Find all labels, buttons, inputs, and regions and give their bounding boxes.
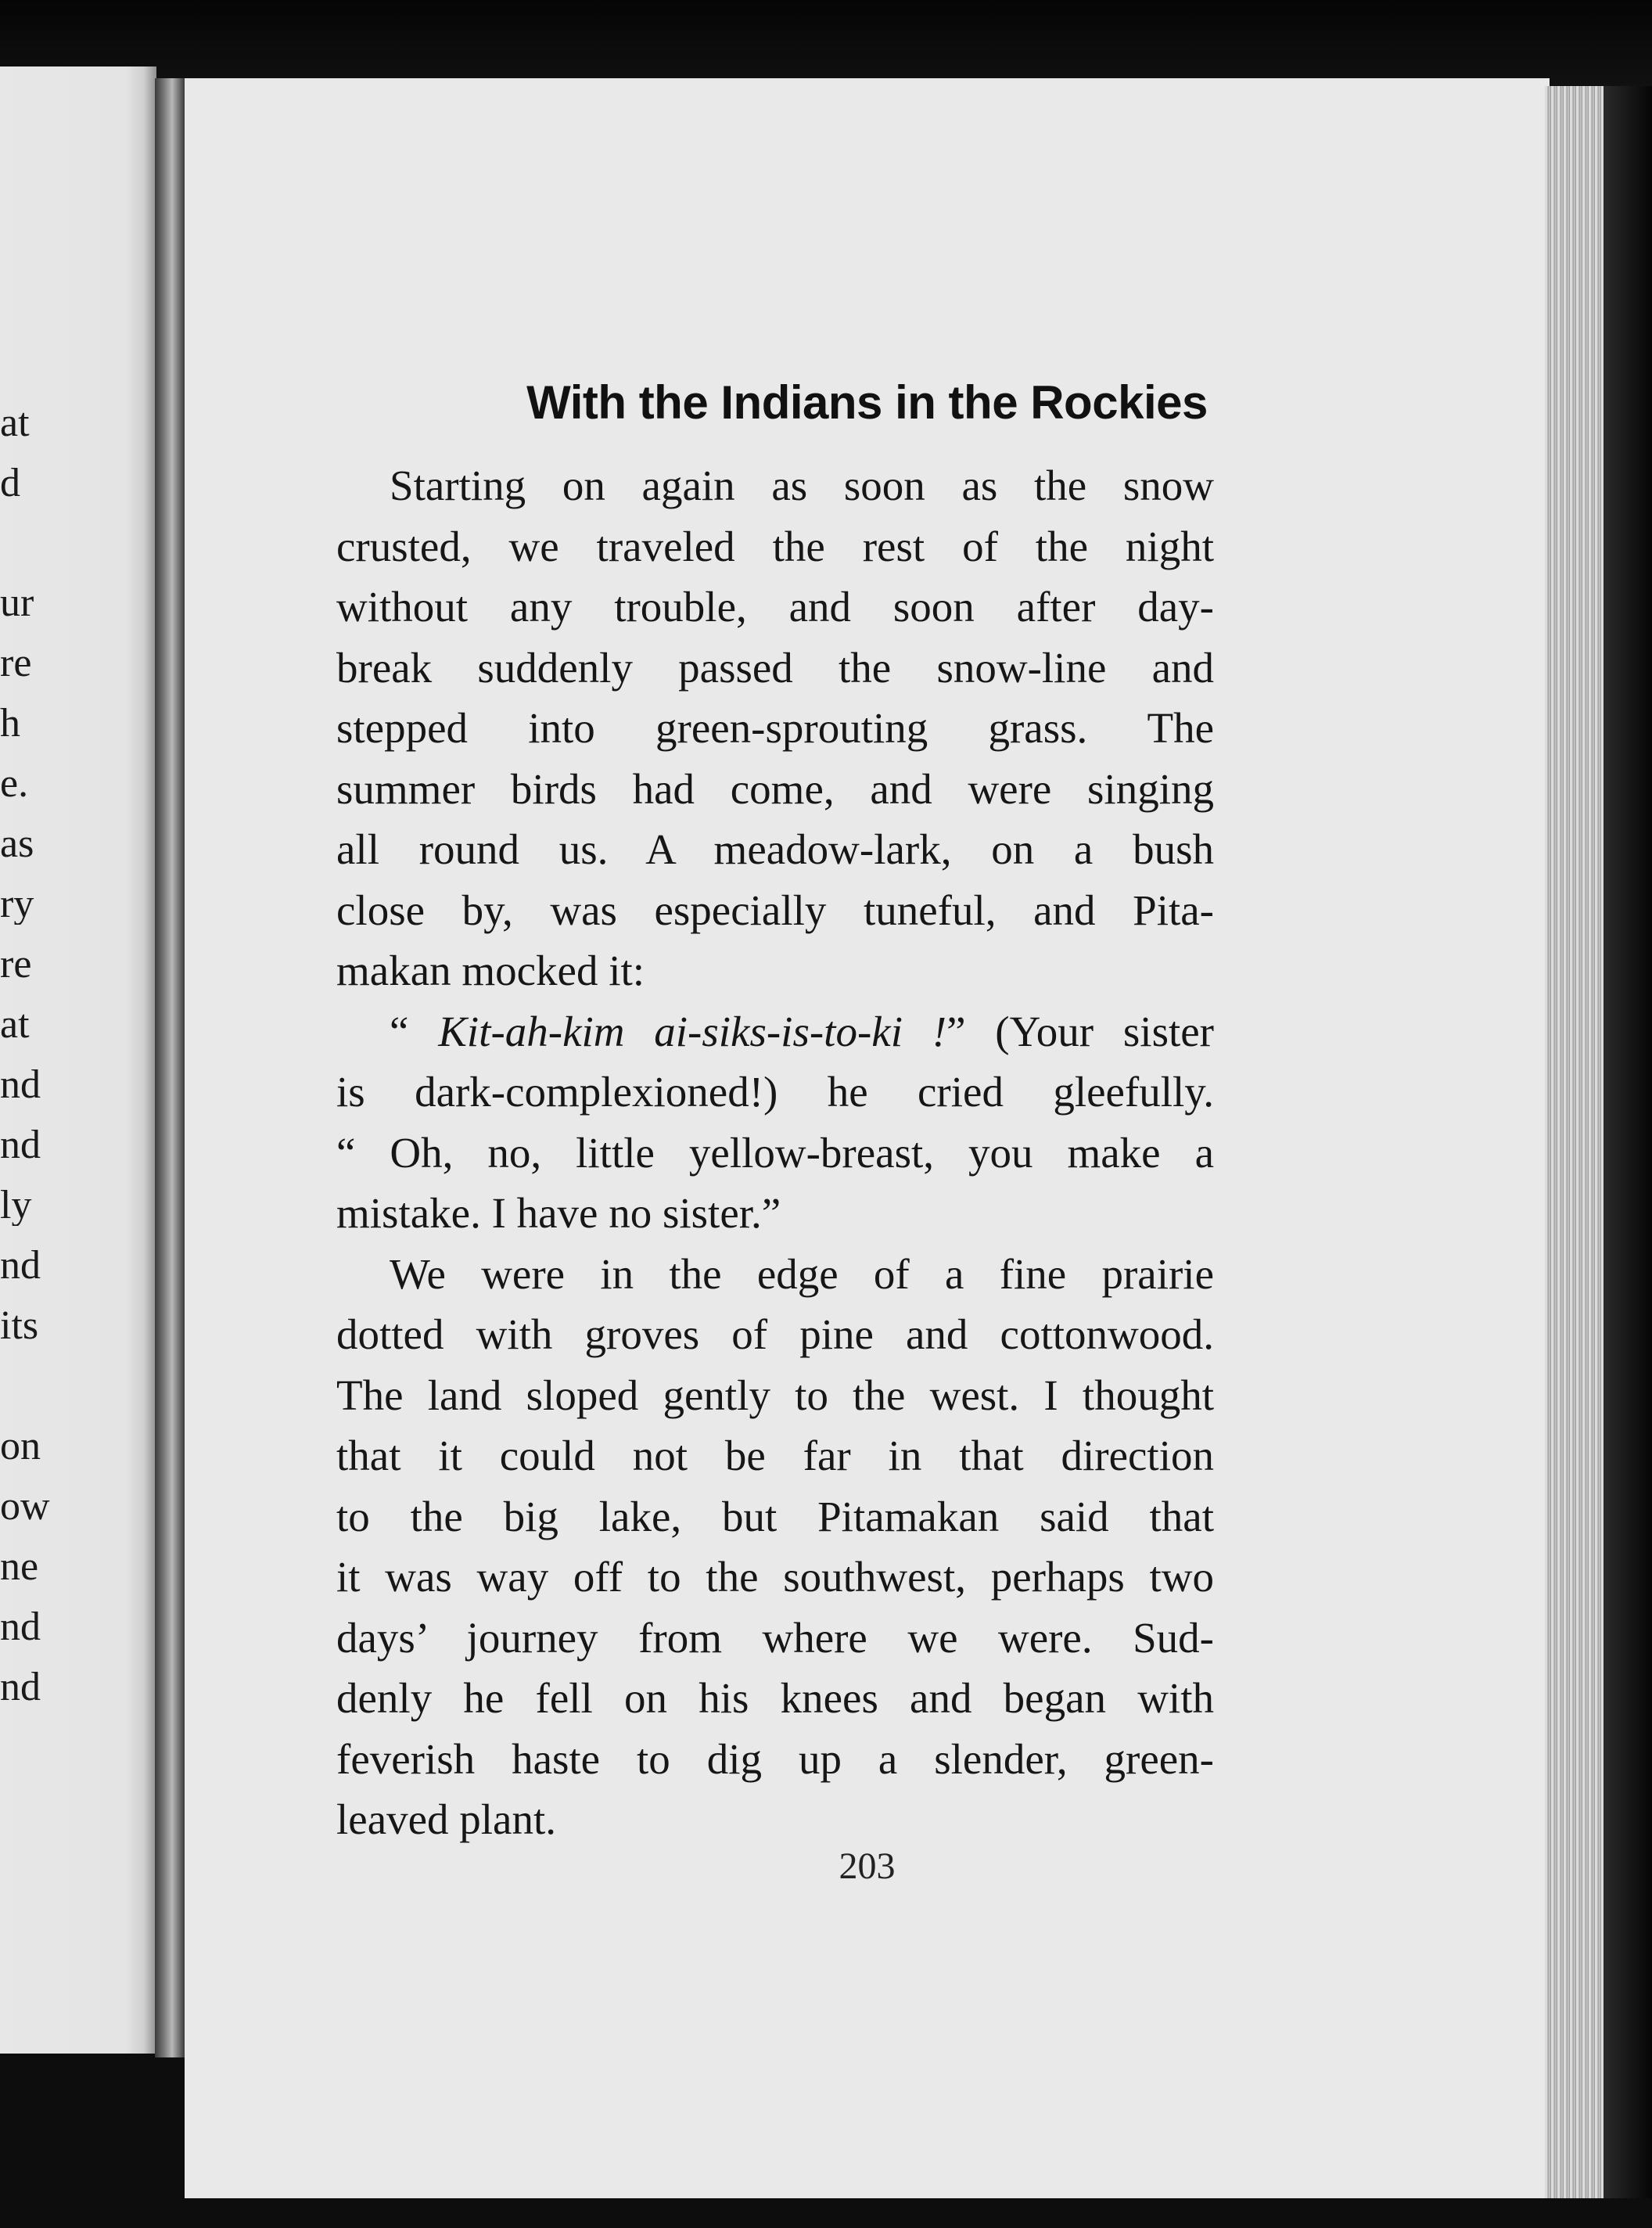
text-line	[336, 577, 1214, 638]
facing-page-fragment: ly	[0, 1185, 32, 1226]
text-line-segment: is dark-complexioned!) he cried gleefully.	[336, 1068, 1214, 1116]
text-line	[336, 759, 1214, 820]
text-line-segment: feverish haste to dig up a slender, green-	[336, 1734, 1214, 1783]
text-line-segment: Starting on again as soon as the snow	[390, 462, 1214, 509]
text-line	[336, 1729, 1214, 1790]
text-line	[336, 638, 1214, 699]
text-line-segment: The land sloped gently to the west. I thought	[336, 1371, 1214, 1419]
text-line-segment: days’ journey from where we were. Sud-	[336, 1613, 1214, 1662]
text-line	[336, 455, 1214, 516]
text-line	[336, 940, 1214, 1001]
text-line-segment: mistake. I have no sister.”	[336, 1189, 781, 1237]
text-line-segment: without any trouble, and soon after day-	[336, 583, 1214, 631]
facing-page-fragment: ow	[0, 1486, 50, 1527]
text-line-segment: “ Oh, no, little yellow-breast, you make a	[336, 1128, 1214, 1177]
text-line-segment: break suddenly passed the snow-line and	[336, 643, 1214, 692]
text-line	[336, 1244, 1214, 1305]
text-line-segment: We were in the edge of a fine prairie	[390, 1249, 1214, 1298]
text-line-segment: it was way off to the southwest, perhaps two	[336, 1553, 1214, 1601]
text-line	[336, 880, 1214, 941]
scan-background	[0, 0, 1652, 86]
facing-page-fragment: re	[0, 643, 32, 684]
facing-page-fragment: nd	[0, 1245, 41, 1286]
text-line	[336, 1123, 1214, 1184]
text-line	[336, 516, 1214, 577]
book-gutter	[155, 78, 186, 2057]
facing-page-fragment: at	[0, 403, 30, 444]
text-line-segment: “	[390, 1007, 439, 1055]
running-head: With the Indians in the Rockies	[526, 376, 1208, 429]
text-line-segment: summer birds had come, and were singing	[336, 764, 1214, 813]
text-line-segment: makan mocked it:	[336, 947, 645, 994]
facing-page-fragment: d	[0, 463, 20, 504]
text-line-segment: denly he fell on his knees and began with	[336, 1674, 1214, 1722]
text-line-segment: to the big lake, but Pitamakan said that	[336, 1492, 1214, 1540]
facing-page-fragment: ry	[0, 884, 34, 925]
page-edges	[1545, 86, 1607, 2198]
text-line	[336, 1365, 1214, 1426]
text-line-segment: crusted, we traveled the rest of the night	[336, 522, 1214, 570]
facing-page	[0, 66, 156, 2054]
facing-page-fragment: as	[0, 824, 34, 864]
text-line	[336, 1547, 1214, 1608]
page-number: 203	[839, 1845, 896, 1887]
text-line-segment: ” (Your sister	[946, 1007, 1214, 1055]
facing-page-fragment: its	[0, 1306, 39, 1346]
facing-page-fragment: ur	[0, 583, 34, 623]
book-page	[185, 78, 1550, 2198]
page-edges-shadow	[1604, 86, 1652, 2198]
text-line	[336, 1001, 1214, 1062]
text-line-segment: stepped into green-sprouting grass. The	[336, 704, 1214, 752]
facing-page-fragment: ne	[0, 1547, 39, 1587]
text-line	[336, 1062, 1214, 1123]
facing-page-fragment: at	[0, 1004, 30, 1045]
text-line-segment: close by, was especially tuneful, and Pita-	[336, 886, 1214, 934]
text-line-segment: all round us. A meadow-lark, on a bush	[336, 825, 1214, 873]
text-line	[336, 1668, 1214, 1729]
text-line-segment: that it could not be far in that direction	[336, 1432, 1214, 1479]
facing-page-fragment: nd	[0, 1065, 41, 1105]
facing-page-fragment: on	[0, 1426, 41, 1467]
facing-page-fragment: re	[0, 944, 32, 985]
facing-page-fragment: nd	[0, 1667, 41, 1708]
text-line	[336, 698, 1214, 759]
body-text	[336, 455, 1214, 1850]
text-line	[336, 819, 1214, 880]
text-line-segment: dotted with groves of pine and cottonwood.	[336, 1310, 1214, 1358]
text-line	[336, 1304, 1214, 1365]
text-line	[336, 1789, 1214, 1850]
text-line	[336, 1425, 1214, 1486]
facing-page-fragment: nd	[0, 1125, 41, 1166]
text-line	[336, 1486, 1214, 1547]
facing-page-fragment: e.	[0, 764, 29, 804]
text-line	[336, 1183, 1214, 1244]
text-line	[336, 1608, 1214, 1669]
italic-phrase: Kit-ah-kim ai-siks-is-to-ki !	[438, 1007, 947, 1055]
facing-page-fragment: h	[0, 703, 20, 744]
text-line-segment: leaved plant.	[336, 1795, 556, 1843]
facing-page-fragment: nd	[0, 1607, 41, 1648]
